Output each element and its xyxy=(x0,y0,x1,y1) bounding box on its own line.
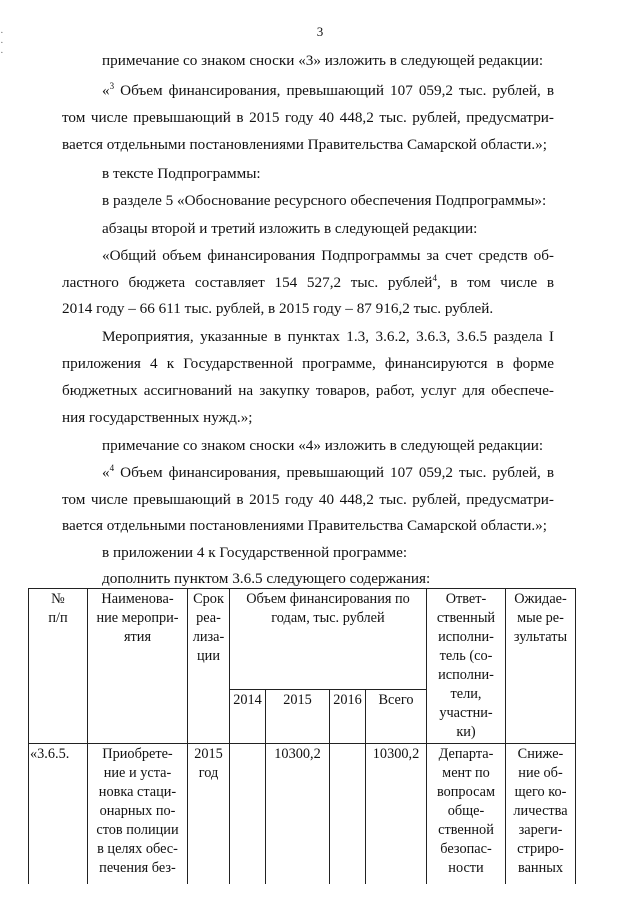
table-row xyxy=(29,744,576,884)
paragraph-line: том числе превышающий в 2015 году 40 448,2 тыс. рублей, предусматри- xyxy=(62,109,554,126)
header-2014: 2014 xyxy=(230,689,266,743)
paragraph-line: приложения 4 к Государственной программе, финансируются в форме xyxy=(62,355,554,372)
row-responsible: Департа- мент по вопросам обще- ственной безопас- ности xyxy=(427,744,506,884)
page-number: 3 xyxy=(316,24,324,39)
paragraph-line: в разделе 5 «Обоснование ресурсного обеспечения Подпрограммы»: xyxy=(102,192,547,209)
paragraph-line: «$^4$ Объем финансирования, превышающий 107 059,2 тыс. рублей, в xyxy=(102,463,554,481)
header-2015: 2015 xyxy=(266,689,330,743)
row-result: Сниже- ние об- щего ко- личества зареги- стриро- ванных xyxy=(506,744,576,884)
row-name: Приобрете- ние и уста- новка стаци- онарных по- стов полиции в целях обес- печения без- xyxy=(88,744,188,884)
row-total: 10300,2 xyxy=(366,744,427,884)
header-total: Всего xyxy=(366,689,427,743)
paragraph-line: ластного бюджета составляет 154 527,2 тыс. рублей$^4$, в том числе в xyxy=(62,273,554,291)
footnote-mark: 4 xyxy=(109,463,115,473)
paragraph-line: вается отдельными постановлениями Правительства Самарской области.»; xyxy=(62,136,547,153)
header-name: Наименова- ние меропри- ятия xyxy=(88,589,188,744)
paragraph-line: дополнить пунктом 3.6.5 следующего содержания: xyxy=(102,570,431,587)
paragraph-line: Мероприятия, указанные в пунктах 1.3, 3.6.2, 3.6.3, 3.6.5 раздела I xyxy=(102,328,554,345)
margin-marks: · · · xyxy=(0,27,4,59)
row-num: «3.6.5. xyxy=(29,744,88,884)
row-2015: 10300,2 xyxy=(266,744,330,884)
measures-table xyxy=(28,588,576,884)
header-term: Срок реа- лиза- ции xyxy=(188,589,230,744)
footnote-mark: 3 xyxy=(109,81,115,91)
paragraph-line: примечание со знаком сноски «4» изложить в следующей редакции: xyxy=(102,437,544,454)
paragraph-line: в тексте Подпрограммы: xyxy=(102,165,261,182)
header-result: Ожидае- мые ре- зультаты xyxy=(506,589,576,744)
paragraph-line: «$^3$ Объем финансирования, превышающий 107 059,2 тыс. рублей, в xyxy=(102,81,554,99)
paragraph-line: в приложении 4 к Государственной программе: xyxy=(102,544,408,561)
paragraph-line: бюджетных ассигнований на закупку товаров, работ, услуг для обеспече- xyxy=(62,382,554,399)
header-num: № п/п xyxy=(29,589,88,744)
row-2016 xyxy=(330,744,366,884)
header-2016: 2016 xyxy=(330,689,366,743)
row-2014 xyxy=(230,744,266,884)
header-responsible: Ответ- ственный исполни- тель (со- исполни- тели, участни- ки) xyxy=(427,589,506,744)
footnote-mark: 4 xyxy=(432,273,437,283)
paragraph-line: примечание со знаком сноски «3» изложить в следующей редакции: xyxy=(102,52,544,69)
paragraph-line: 2014 году – 66 611 тыс. рублей, в 2015 году – 87 916,2 тыс. рублей. xyxy=(62,300,494,317)
paragraph-line: абзацы второй и третий изложить в следующей редакции: xyxy=(102,220,478,237)
header-funding: Объем финансирования по годам, тыс. рублей xyxy=(230,589,427,690)
paragraph-line: «Общий объем финансирования Подпрограммы за счет средств об- xyxy=(102,247,554,264)
paragraph-line: вается отдельными постановлениями Правительства Самарской области.»; xyxy=(62,517,547,534)
paragraph-line: ния государственных нужд.»; xyxy=(62,409,253,426)
row-term: 2015 год xyxy=(188,744,230,884)
paragraph-line: том числе превышающий в 2015 году 40 448,2 тыс. рублей, предусматри- xyxy=(62,491,554,508)
table-header-row xyxy=(29,589,576,690)
